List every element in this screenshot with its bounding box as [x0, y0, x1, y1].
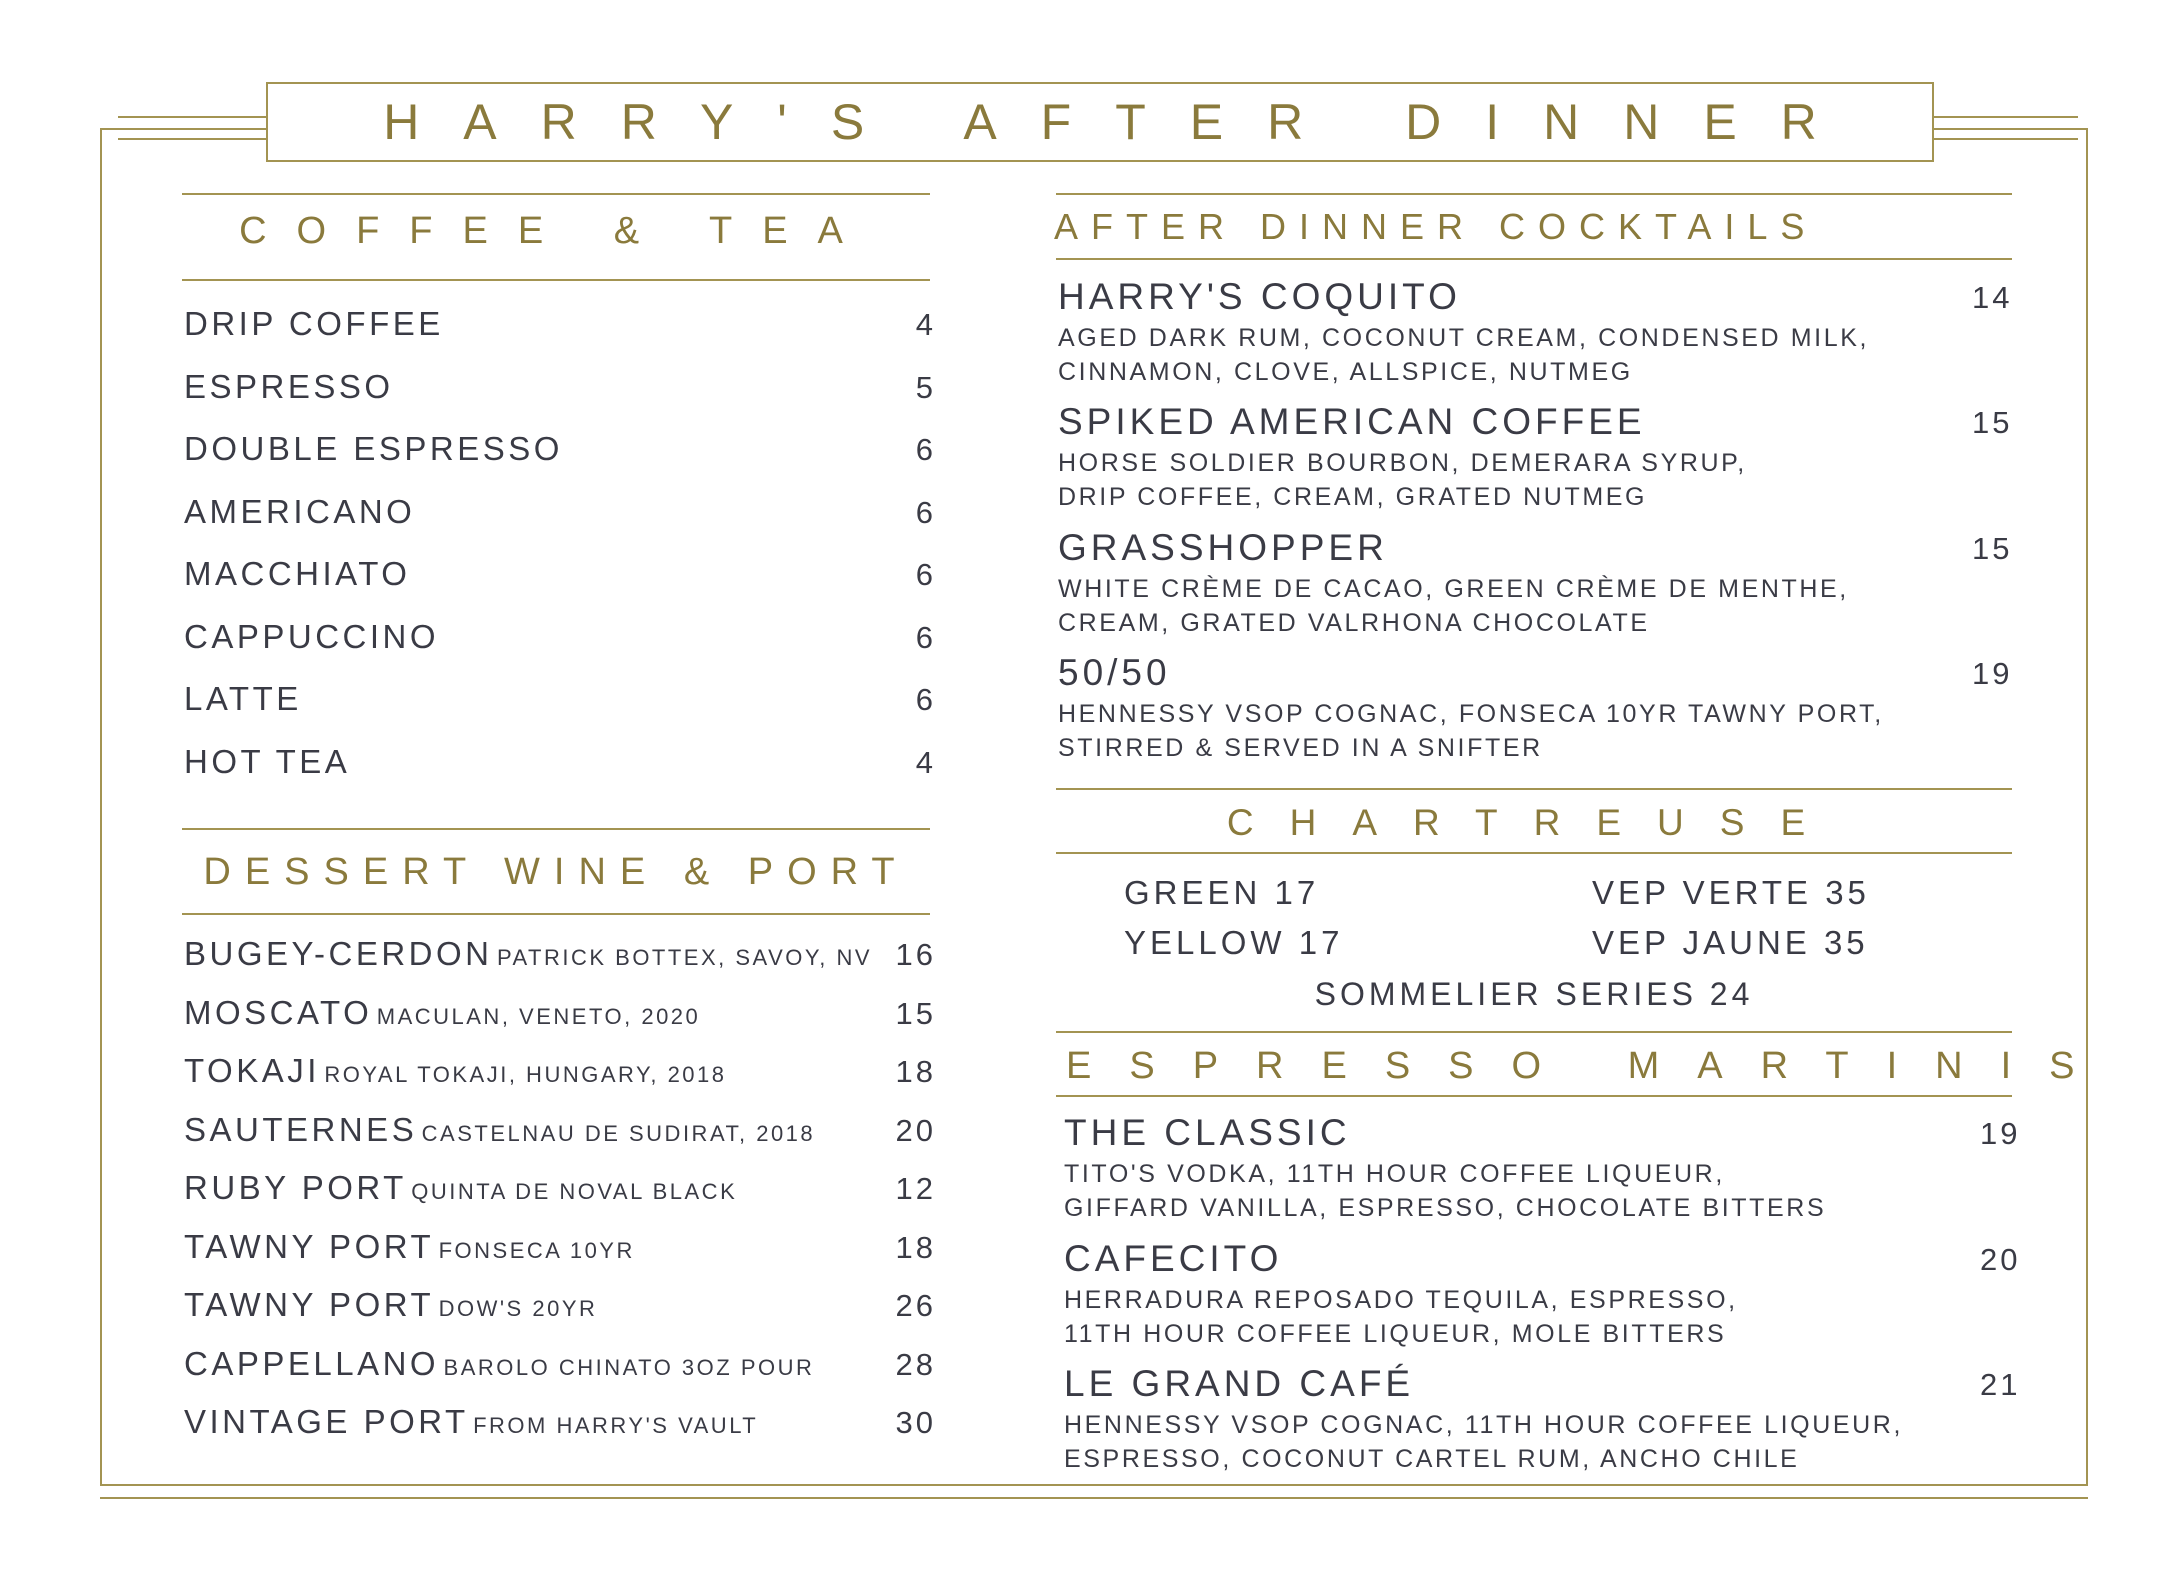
- cocktail-name: HARRY'S COQUITO: [1058, 276, 1461, 317]
- item-label: [184, 994, 700, 1032]
- item-name: CAPPELLANO: [184, 1344, 440, 1382]
- cocktail-desc-line1: HERRADURA REPOSADO TEQUILA, ESPRESSO,: [1064, 1286, 1738, 1314]
- section-rule: [1056, 788, 2012, 790]
- menu-item-row: [184, 1169, 936, 1207]
- item-name: ESPRESSO: [184, 367, 394, 405]
- item-name: CAPPUCCINO: [184, 617, 440, 655]
- menu-item-row: [184, 1111, 936, 1149]
- cocktail-price: 19: [1972, 656, 2013, 691]
- item-label: [184, 1228, 635, 1266]
- item-price: 5: [915, 369, 936, 405]
- cocktail-desc-line1: AGED DARK RUM, COCONUT CREAM, CONDENSED MILK,: [1058, 324, 1870, 352]
- cocktail-desc-line2: DRIP COFFEE, CREAM, GRATED NUTMEG: [1058, 483, 1648, 511]
- item-price: 6: [915, 494, 936, 530]
- item-name: DOUBLE ESPRESSO: [184, 430, 563, 467]
- item-price: 18: [895, 1054, 936, 1089]
- cocktail-desc-line2: CREAM, GRATED VALRHONA CHOCOLATE: [1058, 609, 1650, 637]
- cocktail-desc-line1: TITO'S VODKA, 11TH HOUR COFFEE LIQUEUR,: [1064, 1160, 1725, 1188]
- item-label: [184, 1403, 758, 1441]
- section-title-dessert-wine: DESSERT WINE & PORT: [203, 851, 909, 893]
- section-rule: [1056, 258, 2012, 260]
- item-price: 15: [895, 995, 936, 1031]
- item-detail: ROYAL TOKAJI, HUNGARY, 2018: [324, 1062, 727, 1087]
- cocktail-desc-line1: HORSE SOLDIER BOURBON, DEMERARA SYRUP,: [1058, 449, 1747, 477]
- chartreuse-vep-jaune: VEP JAUNE 35: [1592, 924, 1869, 961]
- section-rule: [182, 193, 930, 195]
- item-price: 4: [915, 307, 936, 342]
- chartreuse-vep-verte: VEP VERTE 35: [1592, 874, 1870, 911]
- item-detail: BAROLO CHINATO 3OZ POUR: [443, 1354, 815, 1380]
- menu-item-row: [184, 1052, 936, 1090]
- item-label: [184, 1345, 814, 1383]
- item-label: [184, 1286, 597, 1324]
- item-price: 6: [915, 432, 936, 467]
- item-name: BUGEY-CERDON: [184, 935, 493, 972]
- menu-item-row: [184, 680, 936, 718]
- item-price: 26: [895, 1288, 936, 1323]
- item-price: 16: [895, 937, 936, 972]
- menu-item-row: [184, 493, 936, 531]
- section-title-coffee-tea: COFFEE & TEA: [239, 210, 873, 252]
- item-detail: QUINTA DE NOVAL BLACK: [411, 1179, 738, 1204]
- item-name: VINTAGE PORT: [184, 1403, 469, 1440]
- cocktail-price: 15: [1972, 405, 2013, 440]
- cocktail-desc-line2: 11TH HOUR COFFEE LIQUEUR, MOLE BITTERS: [1064, 1320, 1727, 1348]
- cocktail-price: 14: [1972, 280, 2013, 315]
- section-title-cocktails: AFTER DINNER COCKTAILS: [1054, 206, 1818, 247]
- item-name: DRIP COFFEE: [184, 305, 444, 342]
- item-detail: DOW'S 20YR: [438, 1296, 598, 1321]
- menu-item-row: [184, 1228, 936, 1266]
- item-name: TAWNY PORT: [184, 1227, 435, 1265]
- title-flourish-left: [118, 138, 266, 140]
- cocktail-name: CAFECITO: [1064, 1238, 1283, 1279]
- item-price: 12: [895, 1171, 936, 1206]
- cocktail-desc-line2: GIFFARD VANILLA, ESPRESSO, CHOCOLATE BITTERS: [1064, 1194, 1827, 1222]
- item-price: 30: [895, 1405, 936, 1440]
- item-detail: PATRICK BOTTEX, SAVOY, NV: [496, 945, 873, 970]
- item-name: MACCHIATO: [184, 555, 411, 592]
- section-rule: [1056, 852, 2012, 854]
- section-rule: [1056, 1095, 2012, 1097]
- menu-item-row: [184, 994, 936, 1032]
- item-detail: MACULAN, VENETO, 2020: [376, 1003, 701, 1029]
- cocktail-price: 15: [1972, 531, 2013, 566]
- menu-item-row: [184, 1286, 936, 1324]
- menu-item-row: [184, 1345, 936, 1383]
- item-name: RUBY PORT: [184, 1169, 407, 1206]
- title-flourish-left: [118, 116, 266, 118]
- menu-item-row: [184, 368, 936, 406]
- cocktail-desc-line1: WHITE CRÈME DE CACAO, GREEN CRÈME DE MENTHE,: [1058, 575, 1849, 603]
- title-box: [266, 82, 1934, 162]
- item-label: [184, 1052, 727, 1090]
- item-price: 18: [895, 1229, 936, 1265]
- item-detail: CASTELNAU DE SUDIRAT, 2018: [421, 1120, 816, 1146]
- menu-item-row: [184, 1403, 936, 1441]
- item-price: 28: [895, 1346, 936, 1382]
- cocktail-desc-line1: HENNESSY VSOP COGNAC, 11TH HOUR COFFEE LIQUEUR,: [1064, 1411, 1904, 1439]
- item-price: 4: [915, 744, 936, 780]
- menu-title: HARRY'S AFTER DINNER: [383, 94, 1861, 150]
- item-name: SAUTERNES: [184, 1110, 418, 1148]
- item-label: [184, 935, 872, 973]
- section-rule: [1056, 193, 2012, 195]
- menu-item-row: [184, 618, 936, 656]
- item-price: 6: [915, 619, 936, 655]
- bottom-rule: [100, 1497, 2088, 1499]
- section-title-chartreuse: CHARTREUSE: [1226, 802, 1842, 843]
- item-price: 6: [915, 682, 936, 717]
- item-label: [184, 1169, 737, 1207]
- section-title-espresso-martinis: ESPRESSO MARTINIS: [1066, 1045, 2113, 1087]
- item-name: MOSCATO: [184, 993, 373, 1031]
- item-label: [184, 1111, 815, 1149]
- title-flourish-right: [1930, 116, 2078, 118]
- cocktail-name: SPIKED AMERICAN COFFEE: [1058, 401, 1646, 442]
- chartreuse-green: GREEN 17: [1124, 874, 1320, 911]
- title-flourish-right: [1930, 138, 2078, 140]
- cocktail-name: GRASSHOPPER: [1058, 527, 1388, 568]
- cocktail-desc-line2: CINNAMON, CLOVE, ALLSPICE, NUTMEG: [1058, 358, 1633, 386]
- cocktail-price: 21: [1980, 1367, 2021, 1402]
- cocktail-name: THE CLASSIC: [1064, 1112, 1351, 1153]
- item-name: AMERICANO: [184, 492, 416, 530]
- item-name: HOT TEA: [184, 742, 351, 780]
- cocktail-name: LE GRAND CAFÉ: [1064, 1363, 1415, 1404]
- cocktail-desc-line1: HENNESSY VSOP COGNAC, FONSECA 10YR TAWNY PORT,: [1058, 700, 1884, 728]
- chartreuse-yellow: YELLOW 17: [1124, 924, 1344, 961]
- cocktail-price: 19: [1980, 1116, 2021, 1151]
- menu-item-row: [184, 555, 936, 593]
- section-rule: [182, 279, 930, 281]
- cocktail-desc-line2: STIRRED & SERVED IN A SNIFTER: [1058, 734, 1543, 762]
- item-price: 20: [895, 1112, 936, 1148]
- menu-item-row: [184, 430, 936, 468]
- item-name: TOKAJI: [184, 1052, 320, 1089]
- item-detail: FROM HARRY'S VAULT: [473, 1413, 759, 1438]
- section-rule: [182, 828, 930, 830]
- item-detail: FONSECA 10YR: [438, 1237, 635, 1263]
- item-name: LATTE: [184, 680, 302, 717]
- item-name: TAWNY PORT: [184, 1286, 435, 1323]
- chartreuse-sommelier: SOMMELIER SERIES 24: [1314, 976, 1754, 1012]
- menu-item-row: [184, 305, 936, 343]
- cocktail-desc-line2: ESPRESSO, COCONUT CARTEL RUM, ANCHO CHILE: [1064, 1445, 1800, 1473]
- section-rule: [1056, 1031, 2012, 1033]
- section-rule: [182, 913, 930, 915]
- cocktail-name: 50/50: [1058, 652, 1171, 693]
- cocktail-price: 20: [1980, 1242, 2021, 1277]
- item-price: 6: [915, 557, 936, 592]
- menu-item-row: [184, 935, 936, 973]
- menu-item-row: [184, 743, 936, 781]
